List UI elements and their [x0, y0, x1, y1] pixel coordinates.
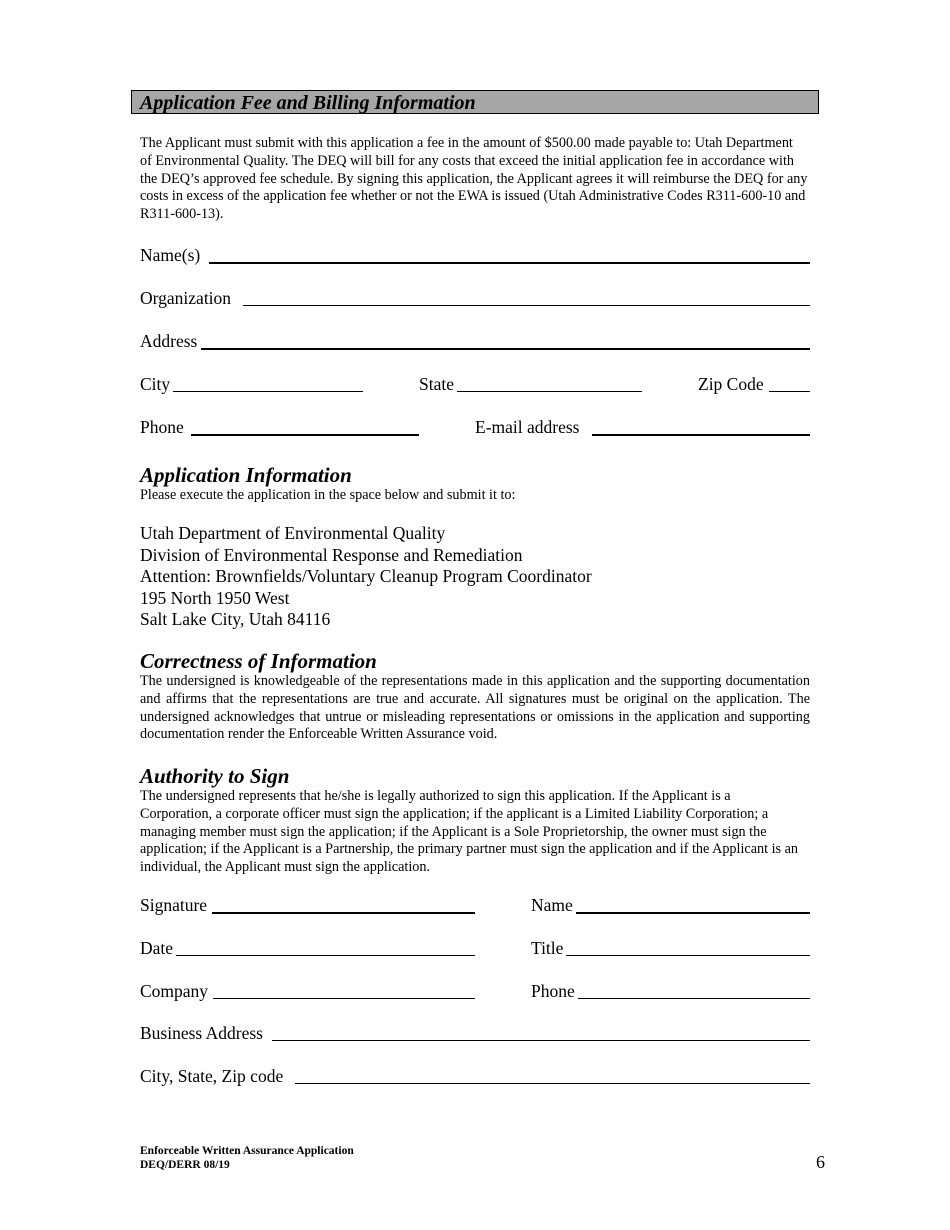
state-field[interactable] — [457, 391, 642, 392]
state-label: State — [419, 374, 454, 394]
zip-field[interactable] — [769, 391, 810, 392]
name-field[interactable] — [576, 912, 810, 914]
phone-label: Phone — [140, 417, 184, 437]
business-address-field[interactable] — [272, 1040, 810, 1041]
company-field[interactable] — [213, 998, 475, 999]
address-label: Address — [140, 331, 198, 351]
organization-field[interactable] — [243, 305, 810, 306]
address-field[interactable] — [201, 348, 810, 350]
address-line: Attention: Brownfields/Voluntary Cleanup Program Coordinator — [140, 566, 592, 586]
application-info-intro: Please execute the application in the space below and submit it to: — [140, 487, 516, 503]
zip-label: Zip Code — [698, 374, 764, 394]
address-line: Division of Environmental Response and Remediation — [140, 544, 523, 565]
title-label: Title — [531, 938, 564, 958]
mailing-address — [140, 523, 592, 631]
business-address-label: Business Address — [140, 1023, 263, 1043]
authority-body: The undersigned represents that he/she is legally authorized to sign this application. If the Applicant is a Corporation, a corporate officer must sign the application; if the applicant is a Limited Liability Corporation; a managing member must sign the application; if the Applicant is a Sole Proprietorship, the owner must sign the application; if the Applicant is a Partnership, the primary partner must sign the application and if the Applicant is an individual, the Applicant must sign the application. — [140, 788, 798, 876]
city-label: City — [140, 374, 171, 394]
city-state-zip-field[interactable] — [295, 1083, 810, 1084]
signature-label: Signature — [140, 895, 208, 915]
fee-section-header — [131, 90, 819, 114]
address-line: Utah Department of Environmental Quality — [140, 523, 446, 543]
organization-label: Organization — [140, 288, 232, 308]
correctness-title: Correctness of Information — [140, 649, 377, 673]
city-field[interactable] — [173, 391, 363, 392]
names-field[interactable] — [209, 262, 810, 264]
fee-section-title: Application Fee and Billing Information — [140, 92, 476, 114]
footer-form-title: Enforceable Written Assurance Application — [140, 1145, 354, 1157]
signer-phone-label: Phone — [531, 981, 575, 1001]
signer-phone-field[interactable] — [578, 998, 810, 999]
date-field[interactable] — [176, 955, 475, 956]
application-info-title: Application Information — [140, 463, 352, 487]
email-label: E-mail address — [475, 417, 580, 437]
authority-title: Authority to Sign — [140, 764, 290, 788]
fee-section-body: The Applicant must submit with this application a fee in the amount of $500.00 made payable to: Utah Department of Environmental Quality. The DEQ will bill for any costs that exceed the initial application fee in accordance with the DEQ’s approved fee schedule. By signing this application, the Applicant agrees it will reimburse the DEQ for any costs in excess of the application fee whether or not the EWA is issued (Utah Administrative Codes R311-600-10 and R311-600-13). — [140, 135, 808, 223]
address-line: 195 North 1950 West — [140, 587, 290, 608]
footer-form-code: DEQ/DERR 08/19 — [140, 1158, 230, 1171]
name-label: Name — [531, 895, 573, 915]
correctness-body: The undersigned is knowledgeable of the representations made in this application and the supporting documentation and affirms that the representations are true and accurate. All signatures must be original on the application. The undersigned acknowledges that untrue or misleading representations or omissions in the application and supporting documentation render the Enforceable Written Assurance void. — [140, 673, 810, 743]
footer — [140, 1145, 354, 1172]
title-field[interactable] — [566, 955, 810, 956]
date-label: Date — [140, 938, 174, 958]
address-line: Salt Lake City, Utah 84116 — [140, 609, 331, 629]
company-label: Company — [140, 981, 209, 1001]
names-label: Name(s) — [140, 245, 201, 265]
signature-field[interactable] — [212, 912, 475, 914]
page-number: 6 — [816, 1152, 825, 1172]
email-field[interactable] — [592, 434, 810, 436]
phone-field[interactable] — [191, 434, 419, 436]
city-state-zip-label: City, State, Zip code — [140, 1066, 284, 1086]
